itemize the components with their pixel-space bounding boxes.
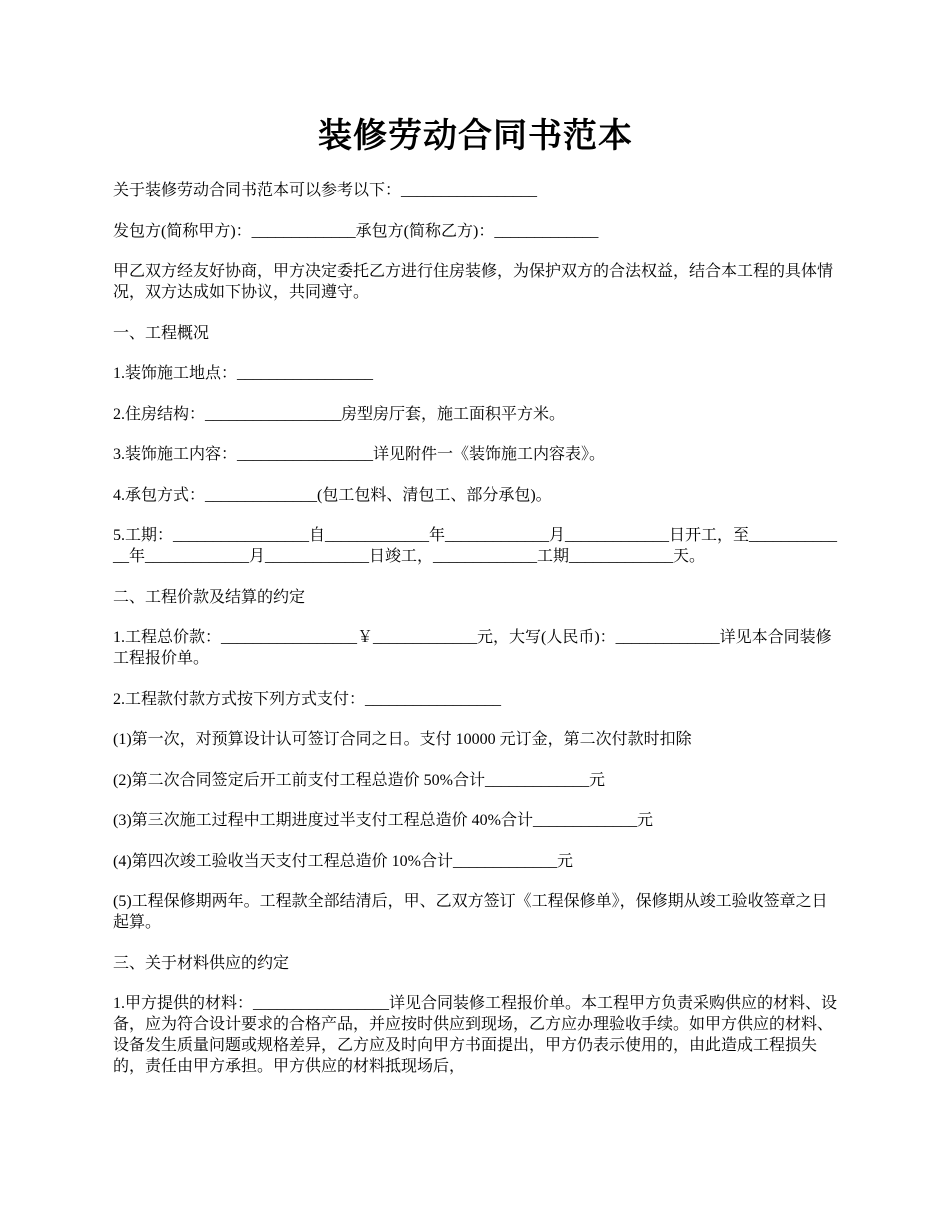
section-heading-project-overview: 一、工程概况 — [113, 324, 210, 342]
payment-step-5-warranty: (5)工程保修期两年。工程款全部结清后，甲、乙双方签订《工程保修单》，保修期从竣工验收签章之日起算。 — [113, 893, 828, 931]
payment-step-2: (2)第二次合同签定后开工前支付工程总造价 50%合计_____________元 — [113, 771, 605, 789]
section-heading-material-supply: 三、关于材料供应的约定 — [113, 954, 290, 972]
clause-construction-site: 1.装饰施工地点：_________________ — [113, 365, 374, 382]
parties-line: 发包方(简称甲方)：_____________承包方(简称乙方)：_____________ — [113, 222, 599, 240]
clause-construction-content: 3.装饰施工内容：_________________详见附件一《装饰施工内容表》。 — [113, 446, 606, 463]
payment-step-3: (3)第三次施工过程中工期进度过半支付工程总造价 40%合计_____________元 — [113, 812, 653, 829]
preamble-paragraph: 甲乙双方经友好协商，甲方决定委托乙方进行住房装修，为保护双方的合法权益，结合本工程的具体情况，双方达成如下协议，共同遵守。 — [113, 263, 834, 301]
payment-step-4: (4)第四次竣工验收当天支付工程总造价 10%合计_____________元 — [113, 852, 573, 870]
clause-construction-period: 5.工期：_________________自_____________年_____________月_____________日开工，至_____________年_____________月_____________日竣工，_____________工期_____________天。 — [113, 527, 838, 565]
clause-housing-structure: 2.住房结构：_________________房型房厅套，施工面积平方米。 — [113, 405, 566, 423]
document-title: 装修劳动合同书范本 — [318, 116, 633, 156]
clause-party-a-materials: 1.甲方提供的材料：_________________详见合同装修工程报价单。本工程甲方负责采购供应的材料、设备，应为符合设计要求的合格产品，并应按时供应到现场，乙方应办理验收手续。如甲方供应的材料、设备发生质量问题或规格差异，乙方应及时向甲方书面提出，甲方仍表示使用的，由此造成工程损失的，责任由甲方承担。甲方供应的材料抵现场后， — [113, 995, 838, 1075]
section-heading-price-settlement: 二、工程价款及结算的约定 — [113, 588, 306, 606]
intro-paragraph: 关于装修劳动合同书范本可以参考以下：_________________ — [113, 182, 538, 199]
payment-step-1: (1)第一次，对预算设计认可签订合同之日。支付 10000 元订金，第二次付款时扣除 — [113, 731, 692, 748]
clause-total-price: 1.工程总价款：_________________￥_____________元，大写(人民币)：_____________详见本合同装修工程报价单。 — [113, 629, 832, 667]
clause-payment-method: 2.工程款付款方式按下列方式支付：_________________ — [113, 690, 502, 708]
clause-contract-method: 4.承包方式：______________(包工包料、清包工、部分承包)。 — [113, 486, 552, 504]
